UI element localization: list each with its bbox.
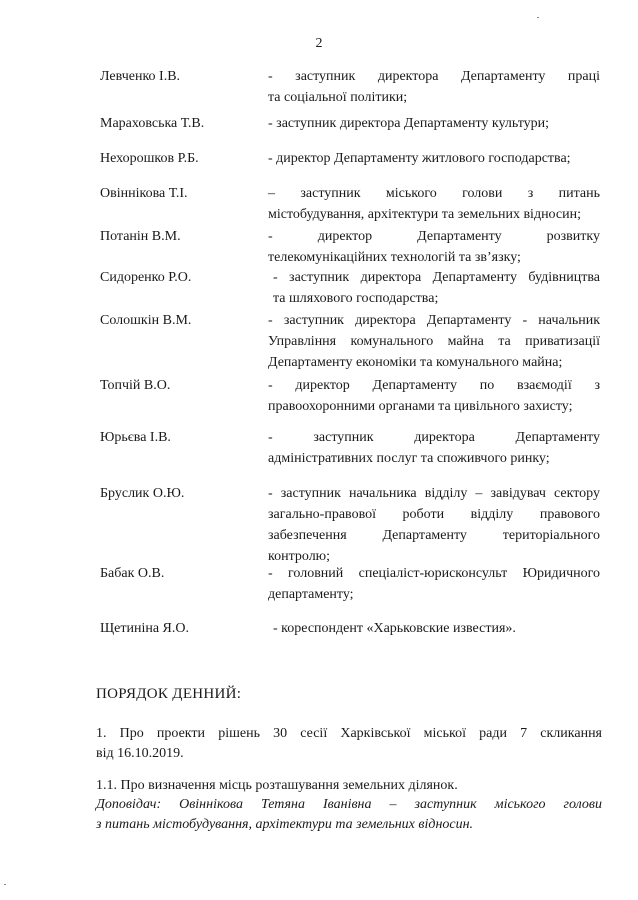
scan-speck (4, 884, 6, 885)
position-line: - директор Департаменту житлового господарства; (268, 151, 571, 166)
attendee-position (273, 267, 600, 309)
position-line: - головний спеціаліст-юрисконсульт Юридичного (268, 566, 600, 581)
agenda-item-1-1 (96, 776, 602, 796)
agenda-speaker (96, 795, 602, 835)
attendee-position (268, 148, 600, 169)
position-line: Департаменту економіки та комунального майна; (268, 355, 563, 370)
attendee-name: Потанін В.М. (100, 229, 181, 244)
position-line: - заступник директора Департаменту культури; (268, 116, 550, 131)
agenda-line: від 16.10.2019. (96, 746, 184, 761)
position-line: - директор Департаменту по взаємодії з (268, 378, 600, 393)
attendee-name: Солошкін В.М. (100, 313, 192, 328)
agenda-title: ПОРЯДОК ДЕННИЙ: (96, 686, 242, 702)
position-line: контролю; (268, 549, 331, 564)
attendee-name: Щетиніна Я.О. (100, 621, 189, 636)
position-line: загально-правової роботи відділу правового (268, 507, 600, 522)
attendee-position (268, 483, 600, 567)
attendee-name: Левченко І.В. (100, 69, 181, 84)
attendee-name: Юрьєва І.В. (100, 430, 171, 445)
position-line: містобудування, архітектури та земельних відносин; (268, 207, 581, 222)
attendee-name: Сидоренко Р.О. (100, 270, 192, 285)
page-number: 2 (315, 36, 323, 51)
attendee-position (268, 375, 600, 417)
position-line: - заступник директора Департаменту праці (268, 69, 600, 84)
position-line: - заступник начальника відділу – завідувач сектору (268, 486, 600, 501)
attendee-name: Бруслик О.Ю. (100, 486, 185, 501)
position-line: телекомунікаційних технологій та зв’язку; (268, 250, 521, 265)
position-line: - заступник директора Департаменту - начальник (268, 313, 600, 328)
attendee-position (268, 310, 600, 373)
position-line: - кореспондент «Харьковские известия». (273, 621, 516, 636)
position-line: та шляхового господарства; (273, 291, 439, 306)
attendee-name: Бабак О.В. (100, 566, 165, 581)
attendee-name: Овіннікова Т.І. (100, 186, 188, 201)
position-line: - заступник директора Департаменту (268, 430, 600, 445)
speaker-line: Доповідач: Овіннікова Тетяна Іванівна – заступник міського голови (96, 797, 602, 812)
position-line: - директор Департаменту розвитку (268, 229, 600, 244)
attendee-position (268, 66, 600, 108)
position-line: - заступник директора Департаменту будівництва (273, 270, 600, 285)
attendee-position (268, 563, 600, 605)
attendee-position (268, 226, 600, 268)
position-line: – заступник міського голови з питань (268, 186, 600, 201)
attendee-name: Мараховська Т.В. (100, 116, 205, 131)
attendee-name: Нехорошков Р.Б. (100, 151, 199, 166)
position-line: департаменту; (268, 587, 354, 602)
position-line: Управління комунального майна та приватизації (268, 334, 600, 349)
agenda-line: 1. Про проекти рішень 30 сесії Харківської міської ради 7 скликання (96, 726, 602, 741)
position-line: правоохоронними органами та цивільного захисту; (268, 399, 573, 414)
scan-speck (537, 17, 539, 18)
attendee-name: Топчій В.О. (100, 378, 171, 393)
position-line: забезпечення Департаменту територіального (268, 528, 600, 543)
agenda-line: 1.1. Про визначення місць розташування земельних ділянок. (96, 778, 458, 793)
attendee-position (268, 427, 600, 469)
position-line: та соціальної політики; (268, 90, 408, 105)
position-line: адміністративних послуг та споживчого ринку; (268, 451, 550, 466)
attendee-position (268, 113, 600, 134)
attendee-position (273, 618, 600, 639)
speaker-line: з питань містобудування, архітектури та земельних відносин. (96, 817, 474, 832)
agenda-item-1 (96, 724, 602, 764)
attendee-position (268, 183, 600, 225)
